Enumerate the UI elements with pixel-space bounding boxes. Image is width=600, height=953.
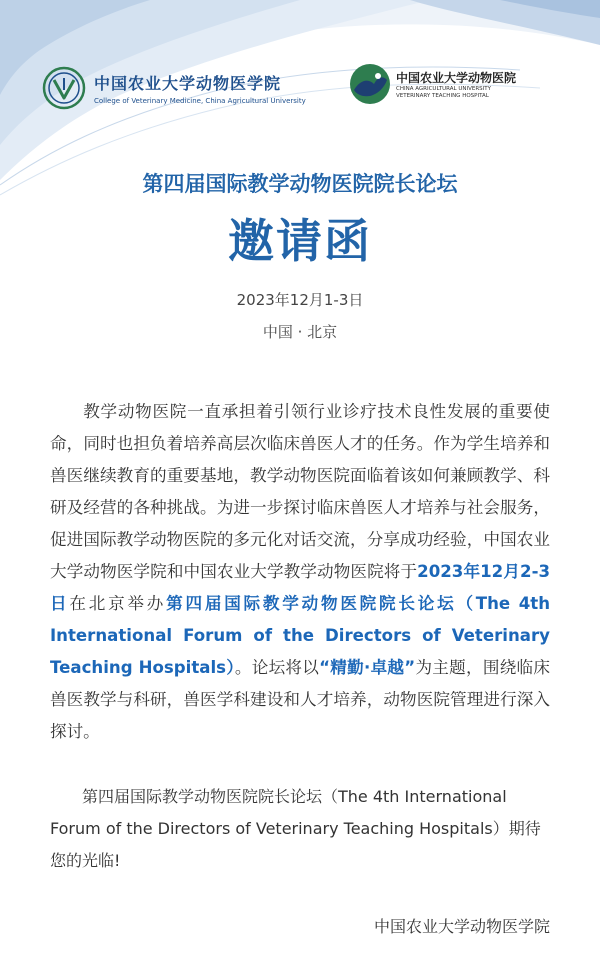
highlight-theme: “精勤·卓越” [319, 658, 416, 677]
invitation-paragraph [50, 396, 550, 748]
invitation-title: 邀请函 [228, 214, 372, 268]
college-name-en: College of Veterinary Medicine, China Agricultural University [94, 97, 306, 105]
signature: 中国农业大学动物医学院 [373, 917, 550, 936]
closing-paragraph: 第四届国际教学动物医院院长论坛（The 4th International Forum of the Directors of Veterinary Teaching Hospitals）期待您的光临! [50, 787, 541, 870]
forum-title: 第四届国际教学动物医院院长论坛 [142, 172, 458, 196]
event-location: 中国 · 北京 [262, 323, 338, 341]
hospital-name-en-line2: VETERINARY TEACHING HOSPITAL [396, 92, 489, 99]
hospital-emblem-icon [348, 62, 392, 106]
college-logo [42, 66, 306, 110]
event-date: 2023年12月1-3日 [236, 291, 364, 309]
para1-text-4: 为主题，围绕临床兽医教学与科研，兽医学科建设和人才培养，动物医院管理进行深入探讨。 [50, 658, 551, 741]
college-name-cn: 中国农业大学动物医学院 [94, 74, 282, 93]
para1-text-2: 在北京举办 [69, 594, 167, 613]
highlight-forum-name: 第四届国际教学动物医院院长论坛（The 4th International Forum of the Directors of Veterinary Teaching Hospitals） [50, 594, 551, 677]
college-emblem-icon [42, 66, 86, 110]
hospital-name-en-line1: CHINA AGRICULTURAL UNIVERSITY [396, 85, 491, 92]
hospital-name-cn: 中国农业大学动物医院 [396, 70, 517, 85]
para1-text-1: 教学动物医院一直承担着引领行业诊疗技术良性发展的重要使命，同时也担负着培养高层次临床兽医人才的任务。作为学生培养和兽医继续教育的重要基地，教学动物医院面临着该如何兼顾教学、科研及经营的各种挑战。为进一步探讨临床兽医人才培养与社会服务，促进国际教学动物医院的多元化对话交流，分享成功经验，中国农业大学动物医学院和中国农业大学教学动物医院将于 [50, 402, 550, 581]
para1-text-3: 。论坛将以 [234, 658, 320, 677]
highlight-date: 2023年12月2-3日 [50, 562, 550, 613]
hospital-logo [348, 62, 516, 106]
